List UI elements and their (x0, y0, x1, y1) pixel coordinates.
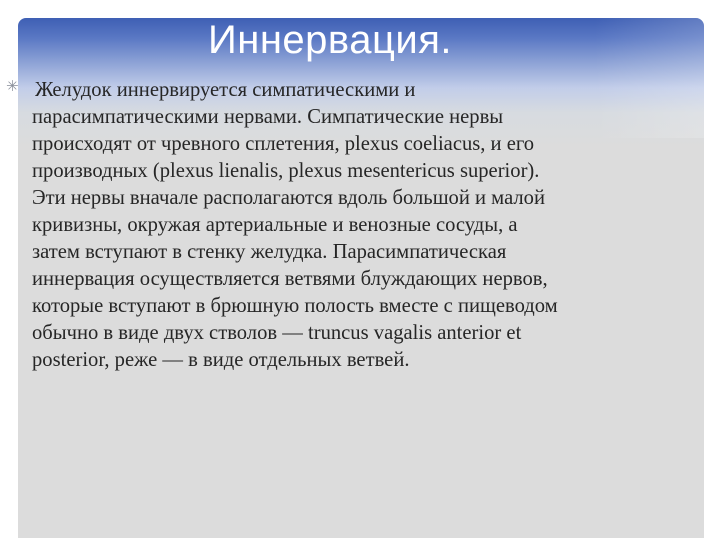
body-line: которые вступают в брюшную полость вместе с пищеводом (32, 295, 558, 317)
body-line: Желудок иннервируется симпатическими и (35, 79, 416, 101)
body-paragraph (32, 77, 700, 374)
body-line: обычно в виде двух стволов — truncus vagalis anterior et (32, 322, 522, 344)
body-line: затем вступают в стенку желудка. Парасимпатическая (32, 241, 507, 263)
slide-title: Иннервация. (208, 18, 452, 62)
body-line: кривизны, окружая артериальные и венозные сосуды, а (32, 214, 518, 236)
body-line: иннервация осуществляется ветвями блуждающих нервов, (32, 268, 548, 290)
asterisk-bullet-icon: ✳ (6, 77, 19, 95)
body-line: происходят от чревного сплетения, plexus coeliacus, и его (32, 133, 535, 155)
body-line: производных (plexus lienalis, plexus mesentericus superior). (32, 160, 540, 182)
body-line: posterior, реже — в виде отдельных ветвей. (32, 349, 410, 371)
body-line: Эти нервы вначале располагаются вдоль большой и малой (32, 187, 545, 209)
body-line: парасимпатическими нервами. Симпатические нервы (32, 106, 504, 128)
